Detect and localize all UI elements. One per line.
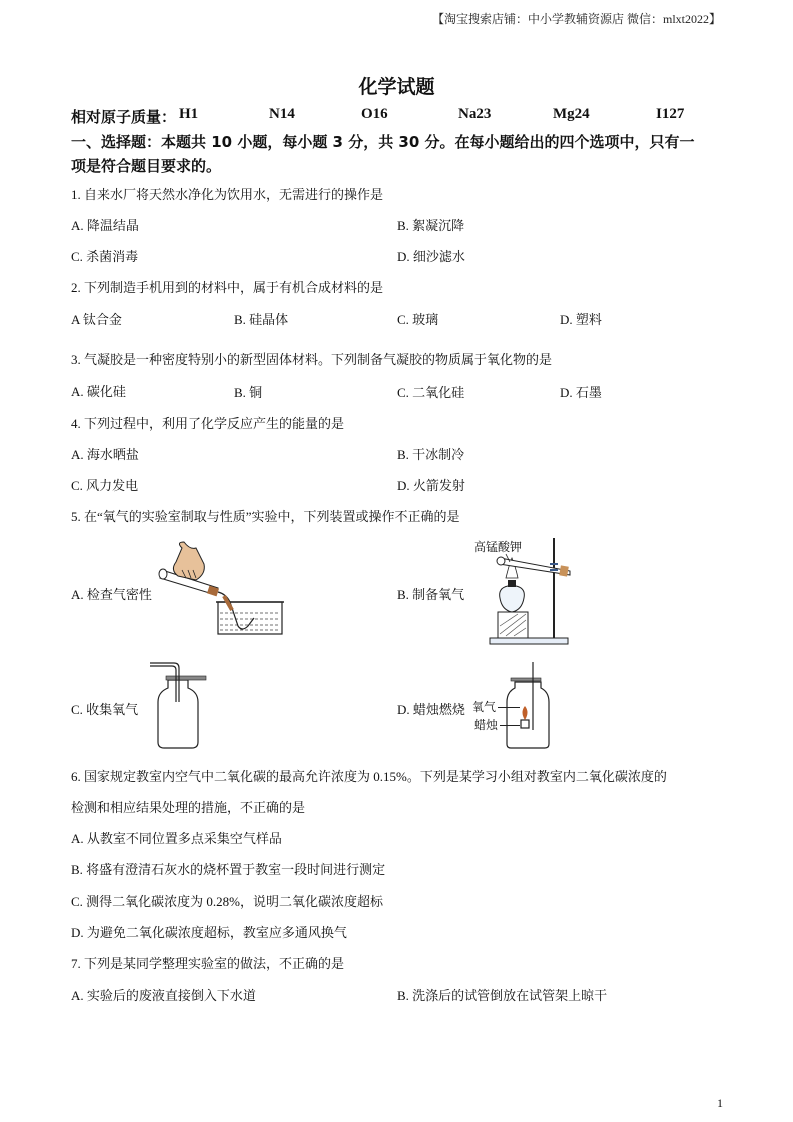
mass-o: O16 bbox=[361, 106, 388, 122]
q5-option-a: A. 检查气密性 bbox=[71, 587, 152, 602]
section-heading-line2: 项是符合题目要求的。 bbox=[71, 157, 222, 175]
page-number: 1 bbox=[717, 1096, 723, 1110]
q1-option-c: C. 杀菌消毒 bbox=[71, 249, 139, 264]
q4-option-d: D. 火箭发射 bbox=[397, 478, 465, 493]
section-heading-line1: 一、选择题：本题共 10 小题，每小题 3 分，共 30 分。在每小题给出的四个选项中，只有一 bbox=[71, 133, 695, 151]
question-5-stem: 5. 在“氧气的实验室制取与性质”实验中，下列装置或操作不正确的是 bbox=[71, 509, 460, 524]
page-title: 化学试题 bbox=[358, 76, 435, 98]
q6-option-c: C. 测得二氧化碳浓度为 0.28%，说明二氧化碳浓度超标 bbox=[71, 894, 384, 909]
mass-i: I127 bbox=[656, 106, 685, 122]
mass-na: Na23 bbox=[458, 106, 492, 122]
label-candle: 蜡烛 bbox=[474, 718, 499, 732]
q6-option-d: D. 为避免二氧化碳浓度超标，教室应多通风换气 bbox=[71, 925, 347, 940]
q3-option-a: A. 碳化硅 bbox=[71, 384, 126, 399]
question-7-stem: 7. 下列是某同学整理实验室的做法，不正确的是 bbox=[71, 956, 345, 971]
q3-option-d: D. 石墨 bbox=[560, 385, 602, 400]
q1-option-b: B. 絮凝沉降 bbox=[397, 218, 465, 233]
q1-option-a: A. 降温结晶 bbox=[71, 218, 139, 233]
question-4-stem: 4. 下列过程中，利用了化学反应产生的能量的是 bbox=[71, 416, 345, 431]
atomic-masses bbox=[71, 106, 721, 126]
mass-n: N14 bbox=[269, 106, 295, 122]
mass-mg: Mg24 bbox=[553, 106, 590, 122]
q2-option-b: B. 硅晶体 bbox=[234, 312, 289, 327]
q3-option-c: C. 二氧化硅 bbox=[397, 385, 465, 400]
q3-option-b: B. 铜 bbox=[234, 385, 263, 400]
q7-option-a: A. 实验后的废液直接倒入下水道 bbox=[71, 988, 256, 1003]
q5-option-b: B. 制备氧气 bbox=[397, 587, 465, 602]
q6-option-b: B. 将盛有澄清石灰水的烧杯置于教室一段时间进行测定 bbox=[71, 862, 386, 877]
question-3-stem: 3. 气凝胶是一种密度特别小的新型固体材料。下列制备气凝胶的物质属于氧化物的是 bbox=[71, 352, 553, 367]
diagram-airtightness-check bbox=[160, 540, 280, 645]
q2-option-a: A 钛合金 bbox=[71, 312, 122, 327]
question-1-stem: 1. 自来水厂将天然水净化为饮用水，无需进行的操作是 bbox=[71, 187, 384, 202]
diagram-collect-oxygen bbox=[150, 662, 210, 750]
mass-h: H1 bbox=[179, 106, 199, 122]
question-2-stem: 2. 下列制造手机用到的材料中，属于有机合成材料的是 bbox=[71, 280, 384, 295]
leader-line-oxygen bbox=[498, 707, 520, 708]
atomic-masses-label: 相对原子质量： bbox=[71, 110, 177, 126]
q5-option-c: C. 收集氧气 bbox=[71, 702, 139, 717]
watermark: 【淘宝搜索店铺：中小学教辅资源店 微信：mlxt2022】 bbox=[432, 12, 722, 26]
label-oxygen: 氧气 bbox=[472, 700, 497, 714]
label-potassium-permanganate: 高锰酸钾 bbox=[474, 540, 523, 554]
q5-option-d: D. 蜡烛燃烧 bbox=[397, 702, 465, 717]
q6-option-a: A. 从教室不同位置多点采集空气样品 bbox=[71, 831, 282, 846]
q2-option-d: D. 塑料 bbox=[560, 312, 602, 327]
q2-option-c: C. 玻璃 bbox=[397, 312, 439, 327]
q4-option-c: C. 风力发电 bbox=[71, 478, 139, 493]
q4-option-a: A. 海水晒盐 bbox=[71, 447, 139, 462]
question-6-stem-line1: 6. 国家规定教室内空气中二氧化碳的最高允许浓度为 0.15%。下列是某学习小组对教室内二氧化碳浓度的 bbox=[71, 769, 667, 784]
q1-option-d: D. 细沙滤水 bbox=[397, 249, 465, 264]
q4-option-b: B. 干冰制冷 bbox=[397, 447, 465, 462]
question-6-stem-line2: 检测和相应结果处理的措施，不正确的是 bbox=[71, 800, 306, 815]
q7-option-b: B. 洗涤后的试管倒放在试管架上晾干 bbox=[397, 988, 608, 1003]
leader-line-candle bbox=[500, 725, 520, 726]
